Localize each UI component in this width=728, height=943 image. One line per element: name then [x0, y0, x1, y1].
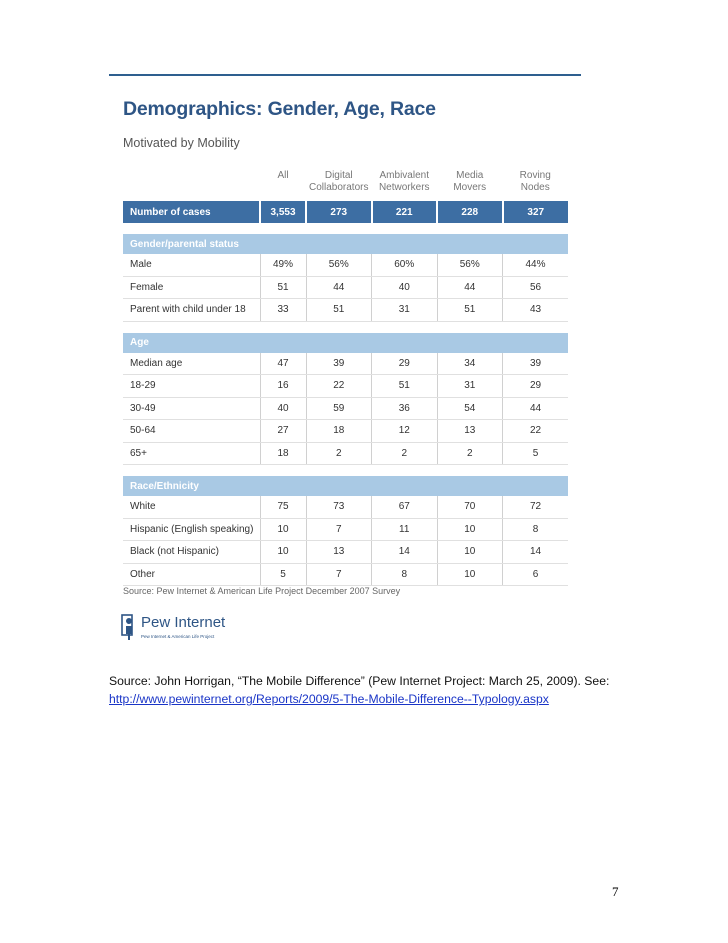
- row-label: Female: [123, 276, 260, 299]
- cell-value: 3,553: [260, 201, 306, 223]
- header-spacer: [123, 168, 260, 201]
- gap-cell: [123, 321, 568, 333]
- cell-value: 34: [437, 353, 503, 375]
- column-header: Ambivalent Networkers: [378, 170, 430, 193]
- cell-value: 70: [437, 496, 503, 518]
- cell-value: 56%: [306, 254, 372, 276]
- cell-value: 29: [372, 353, 438, 375]
- cell-value: 31: [372, 299, 438, 322]
- cell-value: 39: [306, 353, 372, 375]
- table-row: [123, 518, 568, 541]
- caption-text: Source: John Horrigan, “The Mobile Difference” (Pew Internet Project: March 25, 2009). See:: [109, 674, 610, 688]
- table-row: [123, 397, 568, 420]
- cell-value: 72: [503, 496, 569, 518]
- cell-value: 73: [306, 496, 372, 518]
- cell-value: 8: [503, 518, 569, 541]
- cell-value: 51: [437, 299, 503, 322]
- figure-title: Demographics: Gender, Age, Race: [123, 98, 436, 120]
- column-header: All: [277, 170, 289, 181]
- cell-value: 13: [306, 541, 372, 564]
- row-label: 30-49: [123, 397, 260, 420]
- cell-value: 14: [372, 541, 438, 564]
- cell-value: 51: [306, 299, 372, 322]
- cell-value: 49%: [260, 254, 306, 276]
- pew-logo-icon: [121, 612, 137, 642]
- column-header: Roving Nodes: [519, 170, 551, 193]
- row-label: Other: [123, 563, 260, 586]
- cell-value: 18: [306, 420, 372, 443]
- column-header-row: [123, 168, 568, 201]
- row-label: 65+: [123, 442, 260, 465]
- cell-value: 10: [437, 541, 503, 564]
- section-title: Race/Ethnicity: [123, 476, 568, 496]
- table-row: [123, 541, 568, 564]
- row-label: Parent with child under 18: [123, 299, 260, 322]
- section-gap: [123, 465, 568, 477]
- cell-value: 7: [306, 518, 372, 541]
- section-gap: [123, 321, 568, 333]
- row-label: Number of cases: [123, 201, 260, 223]
- cell-value: 27: [260, 420, 306, 443]
- gap-cell: [123, 465, 568, 477]
- row-label: Median age: [123, 353, 260, 375]
- page-number: 7: [612, 884, 619, 899]
- cell-value: 47: [260, 353, 306, 375]
- demographics-figure: [109, 74, 581, 661]
- cell-value: 2: [306, 442, 372, 465]
- column-header: Media Movers: [453, 170, 487, 193]
- cell-value: 75: [260, 496, 306, 518]
- demographics-table: [123, 168, 568, 586]
- cell-value: 29: [503, 375, 569, 398]
- section-title: Gender/parental status: [123, 234, 568, 254]
- cell-value: 40: [260, 397, 306, 420]
- cell-value: 51: [260, 276, 306, 299]
- cell-value: 12: [372, 420, 438, 443]
- cell-value: 6: [503, 563, 569, 586]
- section-header-row: [123, 476, 568, 496]
- cell-value: 221: [372, 201, 438, 223]
- row-label: Black (not Hispanic): [123, 541, 260, 564]
- cell-value: 44%: [503, 254, 569, 276]
- table-row: [123, 442, 568, 465]
- table-row: [123, 254, 568, 276]
- cell-value: 10: [260, 518, 306, 541]
- logo-tagline: Pew Internet & American Life Project: [141, 634, 215, 639]
- row-label: 18-29: [123, 375, 260, 398]
- cell-value: 273: [306, 201, 372, 223]
- gap-cell: [123, 223, 568, 234]
- column-header: Digital Collaborators: [309, 170, 369, 193]
- cell-value: 16: [260, 375, 306, 398]
- cell-value: 51: [372, 375, 438, 398]
- cell-value: 13: [437, 420, 503, 443]
- cell-value: 44: [306, 276, 372, 299]
- section-header-row: [123, 333, 568, 353]
- table-row: [123, 299, 568, 322]
- table-row: [123, 276, 568, 299]
- cell-value: 11: [372, 518, 438, 541]
- cell-value: 327: [503, 201, 569, 223]
- cell-value: 44: [503, 397, 569, 420]
- cell-value: 8: [372, 563, 438, 586]
- cell-value: 18: [260, 442, 306, 465]
- cell-value: 7: [306, 563, 372, 586]
- table-row: [123, 375, 568, 398]
- cell-value: 10: [437, 518, 503, 541]
- row-label: 50-64: [123, 420, 260, 443]
- cell-value: 40: [372, 276, 438, 299]
- cell-value: 60%: [372, 254, 438, 276]
- report-link[interactable]: http://www.pewinternet.org/Reports/2009/5-The-Mobile-Difference--Typology.aspx: [109, 692, 549, 706]
- cell-value: 56: [503, 276, 569, 299]
- section-header-row: [123, 234, 568, 254]
- cell-value: 56%: [437, 254, 503, 276]
- cell-value: 67: [372, 496, 438, 518]
- table-row: [123, 496, 568, 518]
- figure-subtitle: Motivated by Mobility: [123, 136, 240, 150]
- cell-value: 54: [437, 397, 503, 420]
- table-row: [123, 420, 568, 443]
- row-label: Hispanic (English speaking): [123, 518, 260, 541]
- figure-source: Source: Pew Internet & American Life Project December 2007 Survey: [123, 586, 401, 596]
- cell-value: 31: [437, 375, 503, 398]
- table-row: [123, 353, 568, 375]
- cell-value: 5: [503, 442, 569, 465]
- cell-value: 59: [306, 397, 372, 420]
- section-gap: [123, 223, 568, 234]
- cell-value: 22: [306, 375, 372, 398]
- cell-value: 43: [503, 299, 569, 322]
- cell-value: 44: [437, 276, 503, 299]
- pew-internet-logo: [121, 612, 261, 642]
- cell-value: 228: [437, 201, 503, 223]
- source-caption: [109, 672, 629, 708]
- logo-name: Pew Internet: [141, 614, 226, 631]
- cell-value: 5: [260, 563, 306, 586]
- cell-value: 39: [503, 353, 569, 375]
- cell-value: 33: [260, 299, 306, 322]
- section-title: Age: [123, 333, 568, 353]
- cell-value: 14: [503, 541, 569, 564]
- cell-value: 22: [503, 420, 569, 443]
- cell-value: 10: [437, 563, 503, 586]
- row-label: White: [123, 496, 260, 518]
- cell-value: 2: [437, 442, 503, 465]
- cell-value: 2: [372, 442, 438, 465]
- cell-value: 10: [260, 541, 306, 564]
- table-row: [123, 563, 568, 586]
- number-of-cases-row: [123, 201, 568, 223]
- cell-value: 36: [372, 397, 438, 420]
- row-label: Male: [123, 254, 260, 276]
